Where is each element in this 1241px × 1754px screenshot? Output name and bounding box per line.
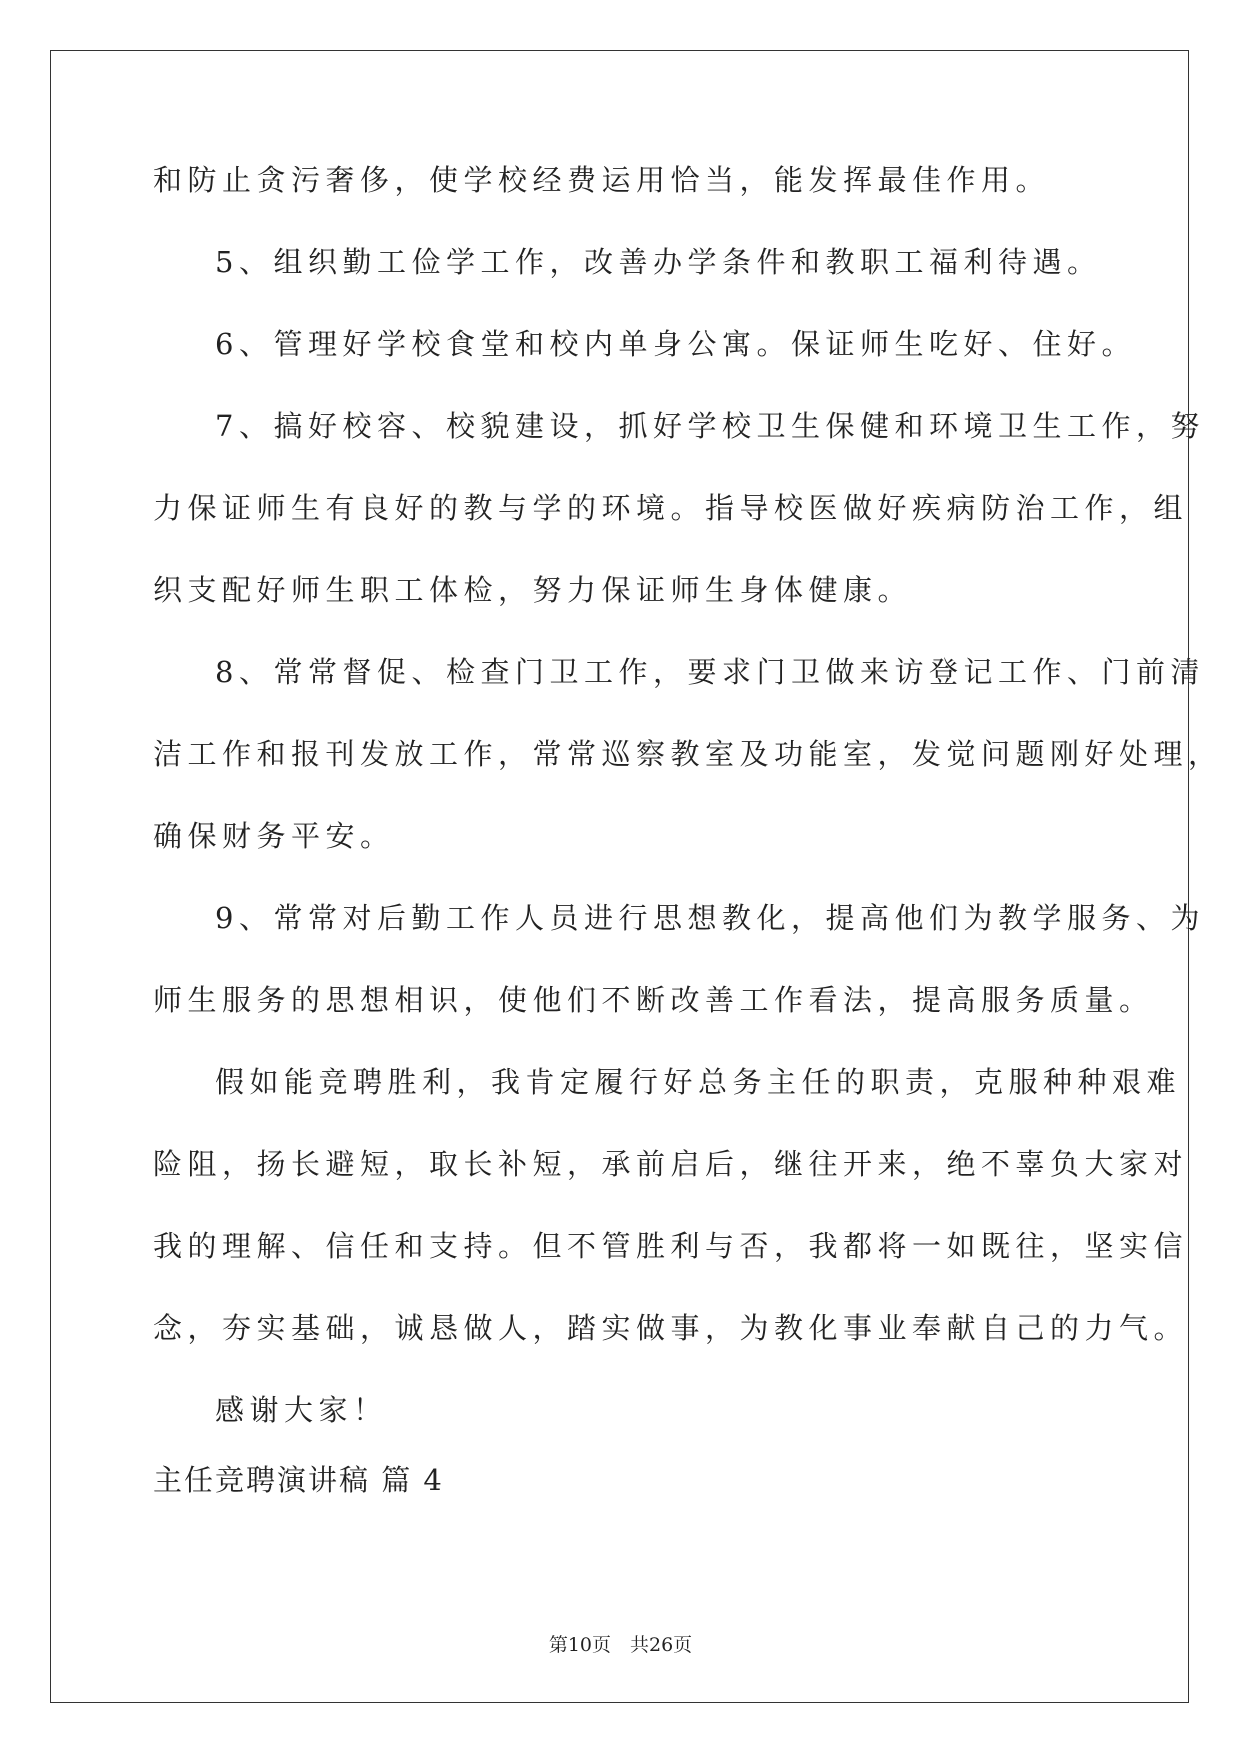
- body-line-1: 和防止贪污奢侈，使学校经费运用恰当，能发挥最佳作用。: [153, 163, 1051, 197]
- body-line-3: 6、管理好学校食堂和校内单身公寓。保证师生吃好、住好。: [215, 327, 1136, 361]
- body-line-11: 师生服务的思想相识，使他们不断改善工作看法，提高服务质量。: [153, 983, 1154, 1017]
- document-body: [153, 160, 1223, 1500]
- body-line-8: 洁工作和报刊发放工作，常常巡察教室及功能室，发觉问题刚好处理，: [153, 737, 1223, 771]
- body-line-7: 8、常常督促、检查门卫工作，要求门卫做来访登记工作、门前清: [215, 655, 1205, 689]
- body-line-6: 织支配好师生职工体检，努力保证师生身体健康。: [153, 573, 913, 607]
- body-line-2: 5、组织勤工俭学工作，改善办学条件和教职工福利待遇。: [215, 245, 1102, 279]
- body-line-15: 念，夯实基础，诚恳做人，踏实做事，为教化事业奉献自己的力气。: [153, 1311, 1189, 1345]
- body-line-10: 9、常常对后勤工作人员进行思想教化，提高他们为教学服务、为: [215, 901, 1205, 935]
- body-line-16: 感谢大家！: [215, 1393, 388, 1427]
- body-line-9: 确保财务平安。: [153, 819, 395, 853]
- page-number-footer: 第10页 共26页: [548, 1634, 693, 1656]
- body-line-13: 险阻，扬长避短，取长补短，承前启后，继往开来，绝不辜负大家对: [153, 1147, 1189, 1181]
- section-heading: 主任竞聘演讲稿 篇 4: [153, 1463, 444, 1497]
- body-line-12: 假如能竞聘胜利，我肯定履行好总务主任的职责，克服种种艰难: [215, 1065, 1182, 1099]
- body-line-5: 力保证师生有良好的教与学的环境。指导校医做好疾病防治工作，组: [153, 491, 1189, 525]
- body-line-4: 7、搞好校容、校貌建设，抓好学校卫生保健和环境卫生工作，努: [215, 409, 1205, 443]
- body-line-14: 我的理解、信任和支持。但不管胜利与否，我都将一如既往，坚实信: [153, 1229, 1189, 1263]
